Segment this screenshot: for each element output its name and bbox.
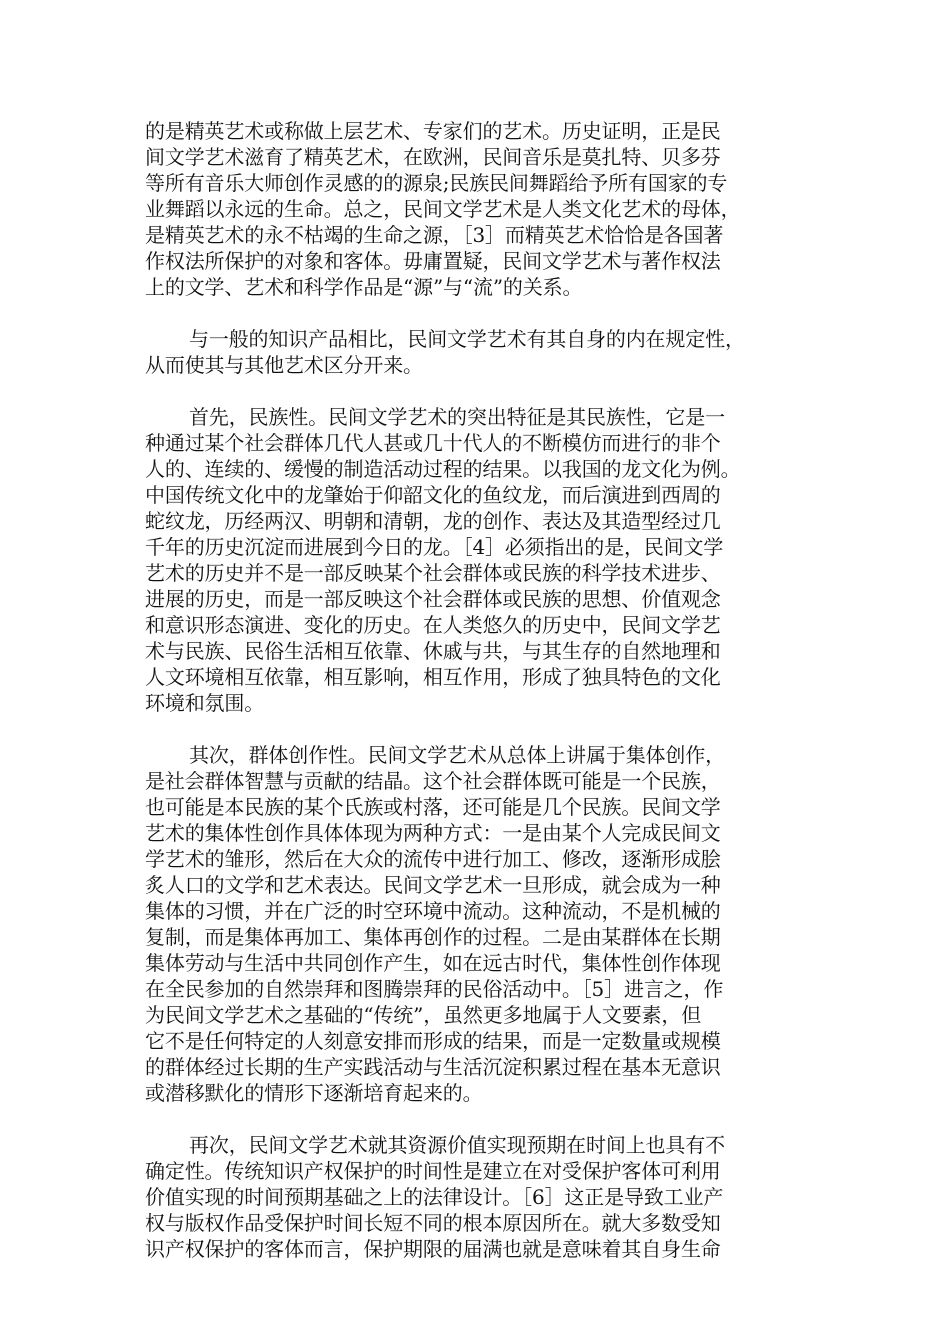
text-line: 复制，而是集体再加工、集体再创作的过程。二是由某群体在长期 [145, 925, 721, 949]
text-line: 蛇纹龙，历经两汉、明朝和清朝，龙的创作、表达及其造型经过几 [145, 509, 721, 533]
text-line: 和意识形态演进、变化的历史。在人类悠久的历史中，民间文学艺 [145, 613, 721, 637]
text-line: 人文环境相互依靠，相互影响，相互作用，形成了独具特色的文化 [145, 665, 721, 689]
text-line: 艺术的历史并不是一部反映某个社会群体或民族的科学技术进步、 [145, 561, 721, 585]
text-line: 它不是任何特定的人刻意安排而形成的结果，而是一定数量或规模 [145, 1029, 721, 1053]
text-line: 其次，群体创作性。民间文学艺术从总体上讲属于集体创作， [189, 743, 725, 767]
text-line: 从而使其与其他艺术区分开来。 [145, 353, 423, 377]
text-line: 千年的历史沉淀而进展到今日的龙。［4］必须指出的是，民间文学 [145, 535, 724, 559]
document-page [145, 118, 810, 1288]
text-line: 的群体经过长期的生产实践活动与生活沉淀积累过程在基本无意识 [145, 1055, 721, 1079]
text-line: 为民间文学艺术之基础的“传统”，虽然更多地属于人文要素，但 [145, 1003, 702, 1027]
text-line: 业舞蹈以永远的生命。总之，民间文学艺术是人类文化艺术的母体， [145, 197, 741, 221]
text-line: 价值实现的时间预期基础之上的法律设计。［6］这正是导致工业产 [145, 1185, 724, 1209]
text-line: 艺术的集体性创作具体体现为两种方式：一是由某个人完成民间文 [145, 821, 721, 845]
text-line: 术与民族、民俗生活相互依靠、休戚与共，与其生存的自然地理和 [145, 639, 721, 663]
text-line: 人的、连续的、缓慢的制造活动过程的结果。以我国的龙文化为例。 [145, 457, 741, 481]
text-line: 是精英艺术的永不枯竭的生命之源，［3］而精英艺术恰恰是各国著 [145, 223, 724, 247]
text-line: 也可能是本民族的某个氏族或村落，还可能是几个民族。民间文学 [145, 795, 721, 819]
paragraph-ethnicity [145, 404, 810, 716]
text-line: 间文学艺术滋育了精英艺术，在欧洲，民间音乐是莫扎特、贝多芬 [145, 145, 721, 169]
paragraph-collective-creation [145, 742, 810, 1106]
text-line: 是社会群体智慧与贡献的结晶。这个社会群体既可能是一个民族， [145, 769, 721, 793]
text-line: 集体的习惯，并在广泛的时空环境中流动。这种流动，不是机械的 [145, 899, 721, 923]
text-line: 进展的历史，而是一部反映这个社会群体或民族的思想、价值观念 [145, 587, 721, 611]
paragraph-intro-characteristics [145, 326, 810, 378]
text-line: 集体劳动与生活中共同创作产生，如在远古时代，集体性创作体现 [145, 951, 721, 975]
text-line: 炙人口的文学和艺术表达。民间文学艺术一旦形成，就会成为一种 [145, 873, 721, 897]
paragraph-time-uncertainty [145, 1132, 810, 1262]
paragraph-elite-art [145, 118, 810, 300]
text-line: 或潜移默化的情形下逐渐培育起来的。 [145, 1081, 483, 1105]
text-line: 权与版权作品受保护时间长短不同的根本原因所在。就大多数受知 [145, 1211, 721, 1235]
text-line: 在全民参加的自然崇拜和图腾崇拜的民俗活动中。［5］进言之，作 [145, 977, 724, 1001]
text-line: 作权法所保护的对象和客体。毋庸置疑，民间文学艺术与著作权法 [145, 249, 721, 273]
text-line: 种通过某个社会群体几代人甚或几十代人的不断模仿而进行的非个 [145, 431, 721, 455]
text-line: 确定性。传统知识产权保护的时间性是建立在对受保护客体可利用 [145, 1159, 721, 1183]
text-line: 中国传统文化中的龙肇始于仰韶文化的鱼纹龙，而后演进到西周的 [145, 483, 721, 507]
text-line: 环境和氛围。 [145, 691, 265, 715]
text-line: 与一般的知识产品相比，民间文学艺术有其自身的内在规定性， [189, 327, 745, 351]
text-line: 首先，民族性。民间文学艺术的突出特征是其民族性，它是一 [189, 405, 725, 429]
text-line: 再次，民间文学艺术就其资源价值实现预期在时间上也具有不 [189, 1133, 725, 1157]
text-line: 等所有音乐大师创作灵感的的源泉;民族民间舞蹈给予所有国家的专 [145, 171, 728, 195]
text-line: 识产权保护的客体而言，保护期限的届满也就是意味着其自身生命 [145, 1237, 721, 1261]
text-line: 上的文学、艺术和科学作品是“源”与“流”的关系。 [145, 275, 583, 299]
text-line: 学艺术的雏形，然后在大众的流传中进行加工、修改，逐渐形成脍 [145, 847, 721, 871]
text-line: 的是精英艺术或称做上层艺术、专家们的艺术。历史证明，正是民 [145, 119, 721, 143]
